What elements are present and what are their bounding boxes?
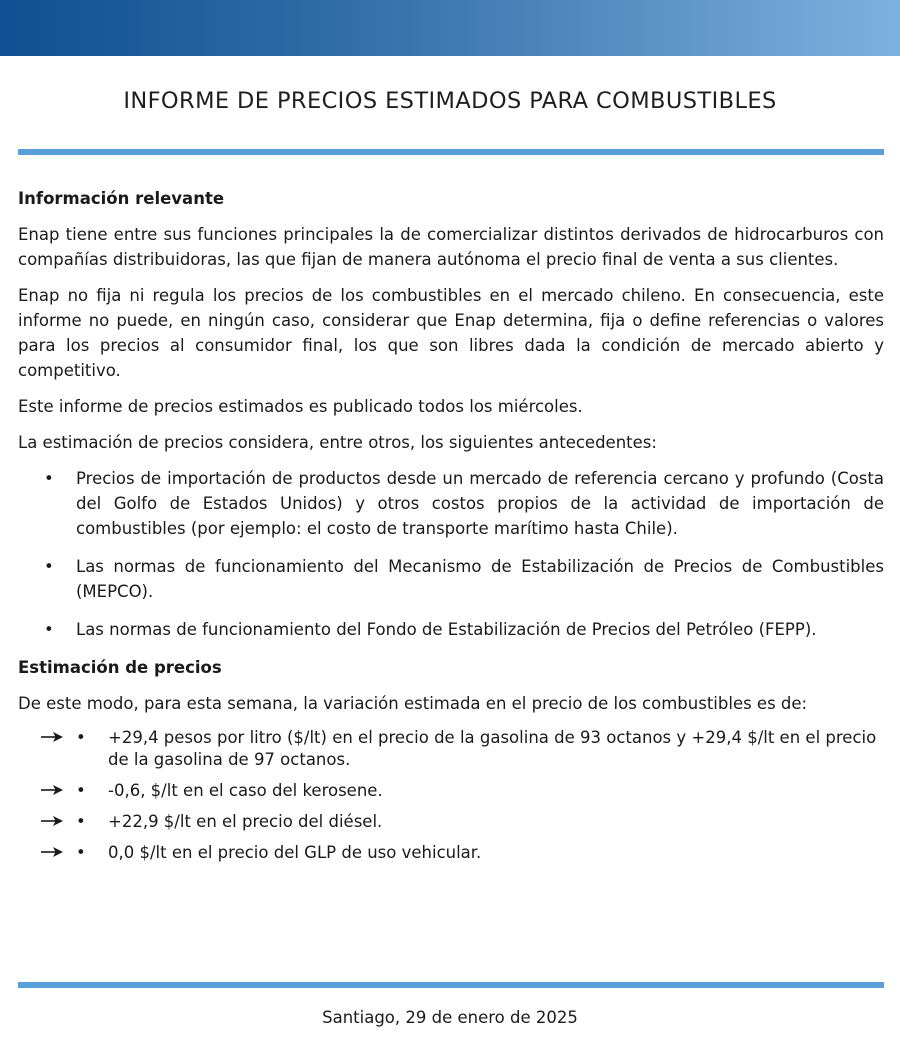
place-date: Santiago, 29 de enero de 2025	[322, 1008, 578, 1027]
bullet-icon: •	[44, 557, 54, 576]
estimate-text: +29,4 pesos por litro ($/lt) en el precio de la gasolina de 93 octanos y +29,4 $/lt en el precio de la gasolina de 97 octanos.	[108, 728, 877, 769]
bullet-icon: •	[76, 781, 86, 800]
bullet-icon: •	[76, 812, 86, 831]
estimate-item	[18, 842, 884, 864]
list-item	[18, 617, 884, 642]
estimate-text: +22,9 $/lt en el precio del diésel.	[108, 812, 383, 831]
bottom-divider	[18, 982, 884, 988]
document-body	[18, 186, 884, 873]
section-heading-estimation: Estimación de precios	[18, 658, 222, 677]
bullet-icon: •	[76, 728, 86, 747]
arrow-right-icon	[40, 845, 64, 859]
page-title: INFORME DE PRECIOS ESTIMADOS PARA COMBUSTIBLES	[123, 88, 777, 114]
top-divider	[18, 149, 884, 155]
estimate-item	[18, 811, 884, 833]
list-item-text: Precios de importación de productos desde un mercado de referencia cercano y profundo (Costa del Golfo de Estados Unidos) y otros costos propios de la actividad de importación de combustibles (por ejemplo: el costo de transporte marítimo hasta Chile).	[76, 469, 884, 538]
paragraph: Enap no fija ni regula los precios de los combustibles en el mercado chileno. En consecuencia, este informe no puede, en ningún caso, considerar que Enap determina, fija o define referencias o valores para los precios al consumidor final, los que son libres dada la condición de mercado abierto y competitivo.	[18, 286, 884, 380]
paragraph: Este informe de precios estimados es publicado todos los miércoles.	[18, 397, 583, 416]
paragraph: De este modo, para esta semana, la variación estimada en el precio de los combustibles es de:	[18, 694, 808, 713]
list-item-text: Las normas de funcionamiento del Mecanismo de Estabilización de Precios de Combustibles (MEPCO).	[76, 557, 884, 601]
section-heading-info: Información relevante	[18, 189, 225, 208]
bullet-icon: •	[76, 843, 86, 862]
header-band	[0, 0, 900, 56]
paragraph: Enap tiene entre sus funciones principales la de comercializar distintos derivados de hidrocarburos con compañías distribuidoras, las que fijan de manera autónoma el precio final de venta a sus clientes.	[18, 225, 884, 269]
list-item	[18, 554, 884, 604]
estimates-list	[18, 727, 884, 864]
bullet-icon: •	[44, 620, 54, 639]
bullet-icon: •	[44, 469, 54, 488]
arrow-right-icon	[40, 783, 64, 797]
estimate-item	[18, 780, 884, 802]
estimate-text: 0,0 $/lt en el precio del GLP de uso vehicular.	[108, 843, 482, 862]
list-item-text: Las normas de funcionamiento del Fondo de Estabilización de Precios del Petróleo (FEPP).	[76, 620, 817, 639]
estimate-item	[18, 727, 884, 771]
arrow-right-icon	[40, 730, 64, 744]
estimate-text: -0,6, $/lt en el caso del kerosene.	[108, 781, 383, 800]
antecedents-list	[18, 466, 884, 642]
arrow-right-icon	[40, 814, 64, 828]
list-item	[18, 466, 884, 541]
paragraph: La estimación de precios considera, entre otros, los siguientes antecedentes:	[18, 433, 657, 452]
